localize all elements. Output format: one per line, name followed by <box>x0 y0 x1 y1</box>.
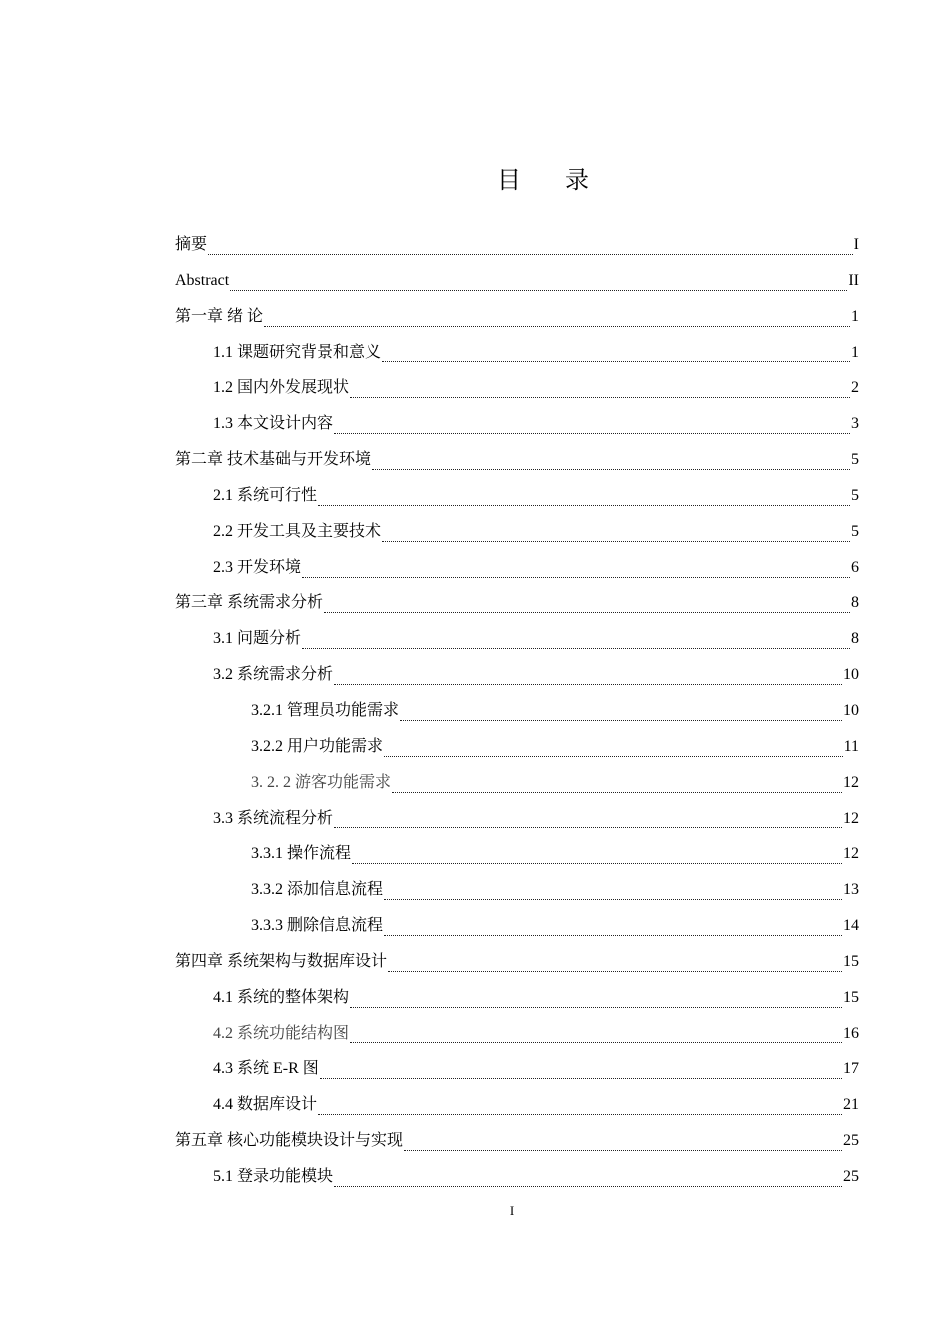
toc-entry-page: 16 <box>843 1024 859 1042</box>
toc-entry-page: 12 <box>843 809 859 827</box>
toc-entry-label: 2.1 系统可行性 <box>213 486 318 504</box>
dot-leader <box>230 289 847 291</box>
dot-leader <box>334 683 842 685</box>
page-number-footer: I <box>509 1203 515 1218</box>
toc-entry-page: 1 <box>851 307 859 325</box>
toc-entry-label: 4.2 系统功能结构图 <box>213 1024 350 1042</box>
dot-leader <box>392 791 842 793</box>
toc-entry[interactable] <box>175 1016 859 1052</box>
toc-entry-label: 2.3 开发环境 <box>213 558 302 576</box>
toc-entry[interactable] <box>175 1087 859 1123</box>
toc-entry-page: 11 <box>843 737 859 755</box>
dot-leader <box>324 611 850 613</box>
dot-leader <box>384 898 842 900</box>
toc-entry[interactable] <box>175 765 859 801</box>
toc-entry[interactable] <box>175 836 859 872</box>
dot-leader <box>320 1077 842 1079</box>
toc-entry-label: 4.4 数据库设计 <box>213 1096 318 1114</box>
dot-leader <box>350 1006 842 1008</box>
dot-leader <box>318 504 850 506</box>
toc-entry[interactable] <box>175 514 859 550</box>
toc-entry-label: 第二章 技术基础与开发环境 <box>175 451 372 469</box>
dot-leader <box>388 970 842 972</box>
toc-entry-page: 12 <box>843 845 859 863</box>
table-of-contents <box>175 227 859 1195</box>
toc-entry[interactable] <box>175 442 859 478</box>
toc-entry[interactable] <box>175 872 859 908</box>
toc-entry-label: 2.2 开发工具及主要技术 <box>213 522 382 540</box>
toc-entry[interactable] <box>175 729 859 765</box>
dot-leader <box>208 253 853 255</box>
toc-entry-label: 3.3.2 添加信息流程 <box>251 881 384 899</box>
page-title <box>68 160 950 195</box>
toc-entry-page: I <box>853 236 859 253</box>
toc-entry-page: 25 <box>843 1132 859 1150</box>
toc-entry-label: 第一章 绪 论 <box>175 307 264 325</box>
dot-leader <box>334 1185 842 1187</box>
toc-entry-page: 12 <box>843 773 859 791</box>
dot-leader <box>302 576 850 578</box>
toc-entry-label: 第五章 核心功能模块设计与实现 <box>175 1132 404 1150</box>
toc-entry[interactable] <box>175 1123 859 1159</box>
toc-entry[interactable] <box>175 621 859 657</box>
toc-entry[interactable] <box>175 406 859 442</box>
toc-entry[interactable] <box>175 801 859 837</box>
toc-entry[interactable] <box>175 657 859 693</box>
dot-leader <box>384 755 843 757</box>
toc-entry-label: 摘要 <box>175 236 208 253</box>
dot-leader <box>264 325 850 327</box>
toc-entry-label: 4.1 系统的整体架构 <box>213 988 350 1006</box>
dot-leader <box>352 862 842 864</box>
toc-entry[interactable] <box>175 299 859 335</box>
toc-entry-label: 3.2 系统需求分析 <box>213 666 334 684</box>
toc-entry-label: 3. 2. 2 游客功能需求 <box>251 773 392 791</box>
toc-entry-page: 2 <box>851 379 859 397</box>
toc-entry-page: 5 <box>851 451 859 469</box>
toc-entry-page: 8 <box>851 630 859 648</box>
toc-entry[interactable] <box>175 585 859 621</box>
toc-entry-page: 14 <box>843 917 859 935</box>
toc-entry-label: 第三章 系统需求分析 <box>175 594 324 612</box>
toc-entry-page: 6 <box>851 558 859 576</box>
toc-entry-page: 5 <box>851 486 859 504</box>
toc-entry-label: 3.1 问题分析 <box>213 630 302 648</box>
toc-entry[interactable] <box>175 1051 859 1087</box>
toc-entry-page: 3 <box>851 415 859 433</box>
toc-entry-page: 10 <box>843 701 859 719</box>
toc-entry-label: 3.3.1 操作流程 <box>251 845 352 863</box>
toc-entry-page: 13 <box>843 881 859 899</box>
toc-entry-page: 25 <box>843 1167 859 1185</box>
toc-entry[interactable] <box>175 980 859 1016</box>
toc-entry[interactable] <box>175 693 859 729</box>
toc-entry-page: 15 <box>843 988 859 1006</box>
dot-leader <box>372 468 850 470</box>
toc-entry-page: 21 <box>843 1096 859 1114</box>
dot-leader <box>400 719 842 721</box>
toc-entry[interactable] <box>175 263 859 299</box>
toc-entry-label: 1.3 本文设计内容 <box>213 415 334 433</box>
dot-leader <box>334 432 850 434</box>
title-char-1: 目 <box>497 166 521 194</box>
toc-entry-page: 1 <box>851 343 859 361</box>
toc-entry-page: 15 <box>843 952 859 970</box>
dot-leader <box>382 540 850 542</box>
toc-entry-label: 5.1 登录功能模块 <box>213 1167 334 1185</box>
toc-entry-label: Abstract <box>175 271 230 289</box>
dot-leader <box>318 1113 842 1115</box>
dot-leader <box>302 647 850 649</box>
dot-leader <box>350 396 850 398</box>
toc-entry-label: 4.3 系统 E-R 图 <box>213 1060 319 1078</box>
dot-leader <box>334 826 842 828</box>
dot-leader <box>350 1041 842 1043</box>
toc-entry-label: 3.2.2 用户功能需求 <box>251 737 384 755</box>
toc-entry-page: 17 <box>843 1060 859 1078</box>
toc-entry[interactable] <box>175 370 859 406</box>
toc-entry-page: 8 <box>851 594 859 612</box>
dot-leader <box>404 1149 842 1151</box>
toc-entry-label: 1.2 国内外发展现状 <box>213 379 350 397</box>
toc-entry[interactable] <box>175 944 859 980</box>
toc-entry[interactable] <box>175 908 859 944</box>
toc-entry[interactable] <box>175 1159 859 1195</box>
toc-entry-label: 3.3 系统流程分析 <box>213 809 334 827</box>
toc-entry[interactable] <box>175 478 859 514</box>
dot-leader <box>384 934 842 936</box>
dot-leader <box>382 360 850 362</box>
toc-entry-page: 5 <box>851 522 859 540</box>
toc-entry-label: 1.1 课题研究背景和意义 <box>213 343 382 361</box>
toc-entry-page: II <box>848 271 859 289</box>
toc-entry[interactable] <box>175 550 859 586</box>
toc-entry-label: 3.3.3 删除信息流程 <box>251 917 384 935</box>
toc-entry-label: 第四章 系统架构与数据库设计 <box>175 952 388 970</box>
toc-entry[interactable] <box>175 335 859 371</box>
toc-entry-page: 10 <box>843 666 859 684</box>
title-char-2: 录 <box>565 166 589 194</box>
toc-entry[interactable] <box>175 227 859 263</box>
toc-entry-label: 3.2.1 管理员功能需求 <box>251 701 400 719</box>
